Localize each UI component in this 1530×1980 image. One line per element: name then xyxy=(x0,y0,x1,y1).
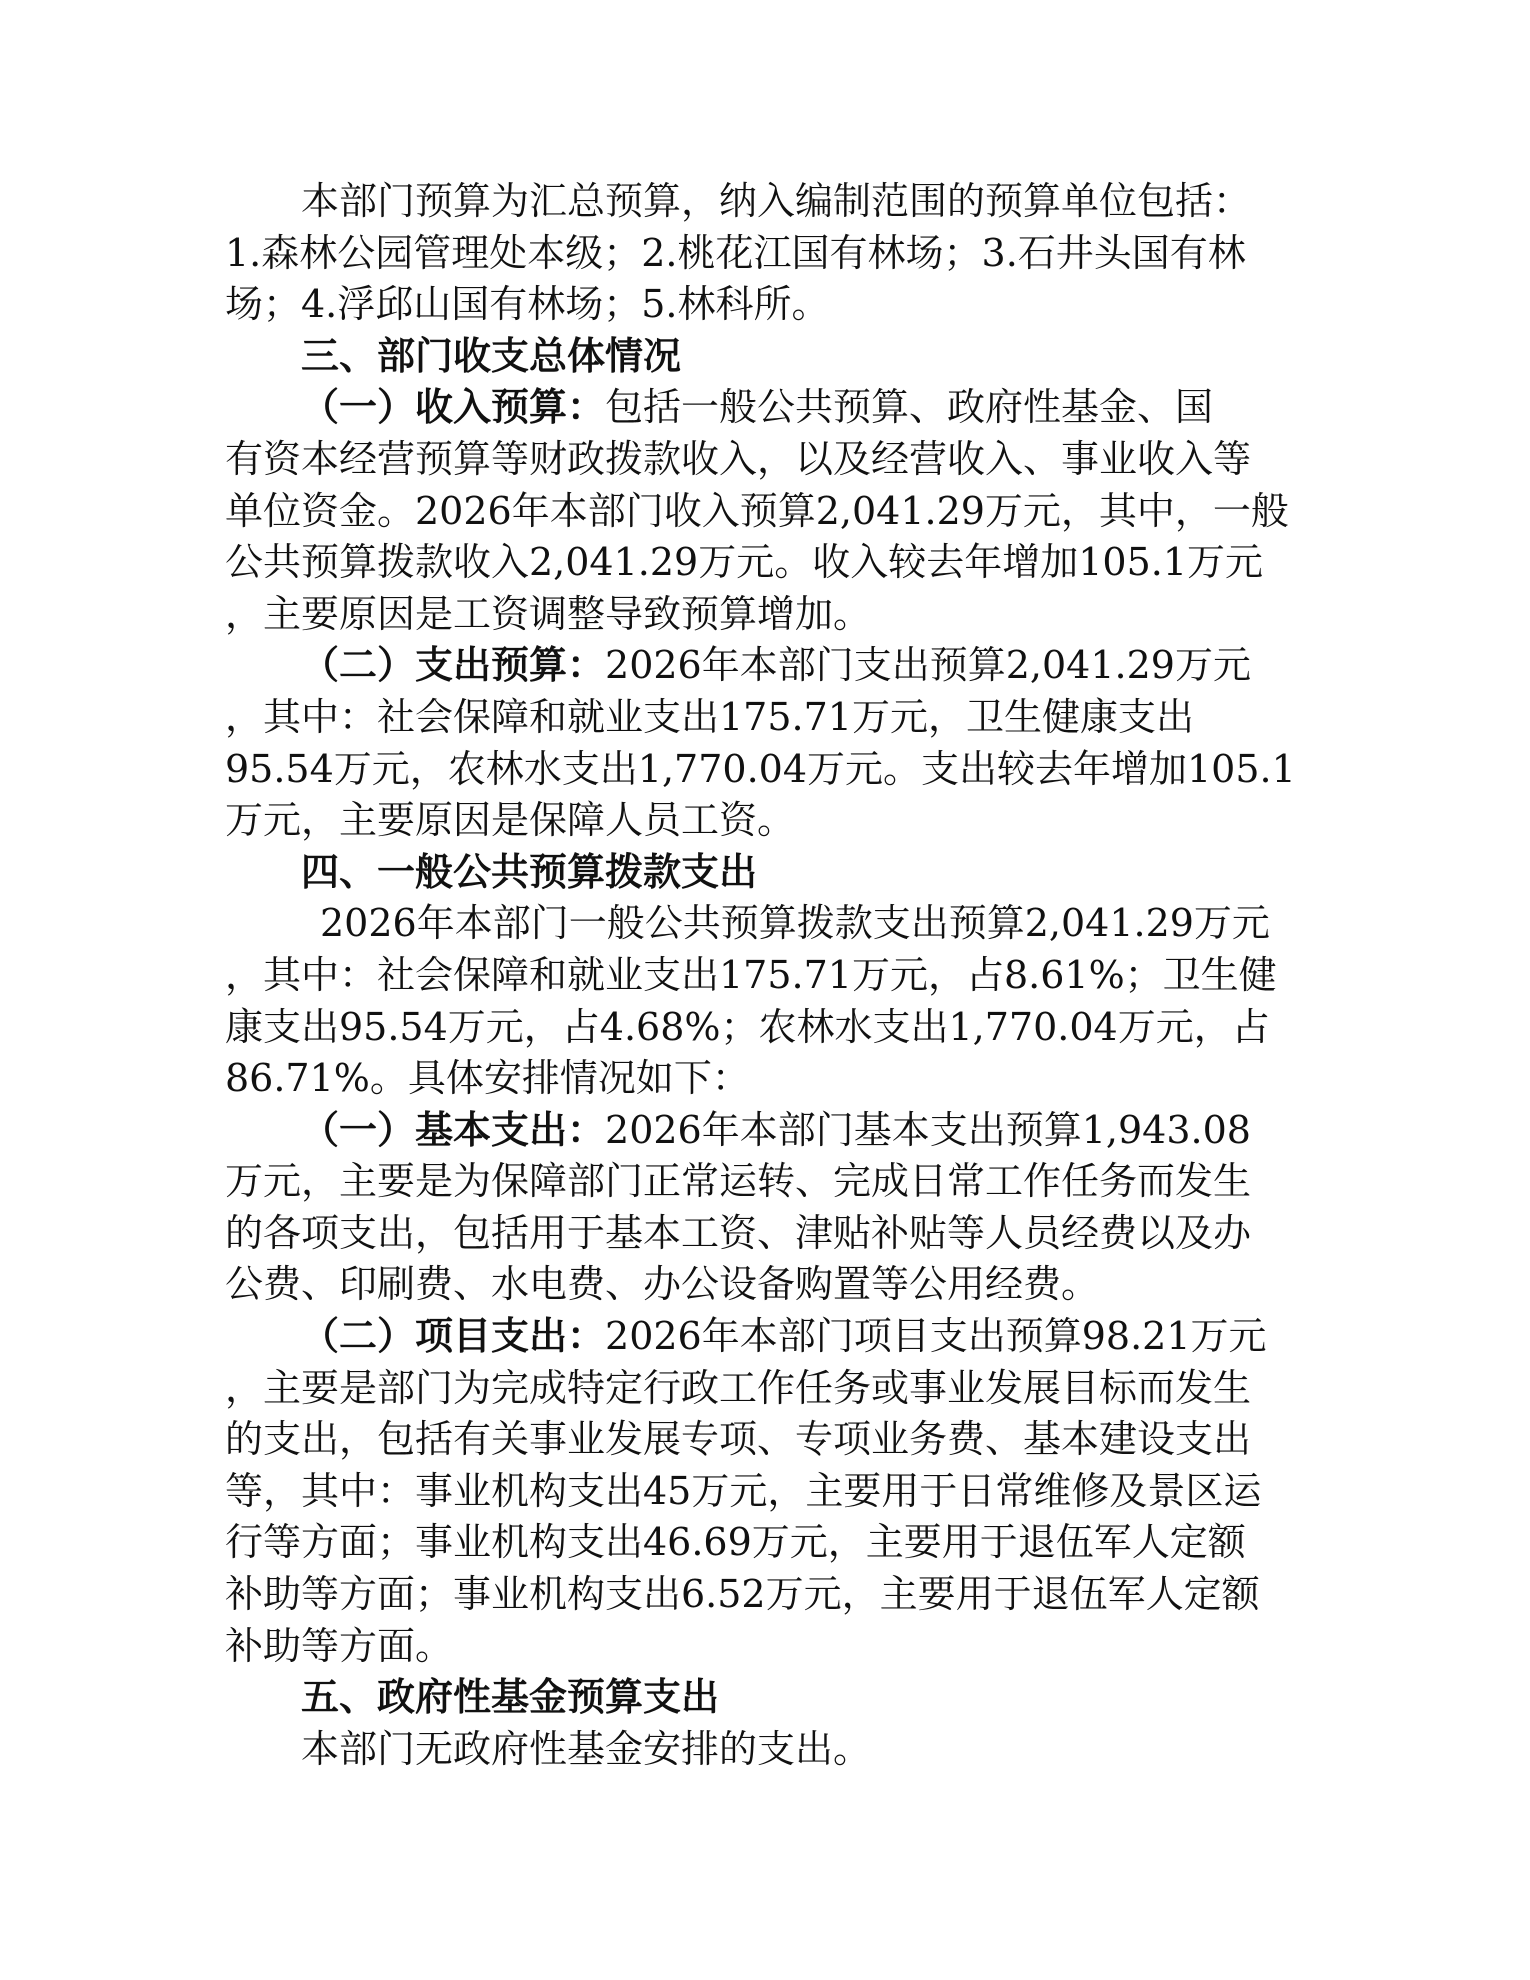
paragraph-line xyxy=(225,640,1300,692)
paragraph-text: ，主要是部门为完成特定行政工作任务或事业发展目标而发生 xyxy=(225,1365,1252,1410)
paragraph-line xyxy=(225,1208,1300,1260)
paragraph-line xyxy=(225,434,1300,486)
paragraph-text: 有资本经营预算等财政拨款收入，以及经营收入、事业收入等 xyxy=(225,436,1252,481)
section-heading-text: 三、部门收支总体情况 xyxy=(301,333,682,378)
paragraph-line xyxy=(225,486,1300,538)
paragraph-text: 补助等方面；事业机构支出6.52万元，主要用于退伍军人定额 xyxy=(225,1572,1260,1617)
subsection-label: （二）支出预算： xyxy=(301,643,606,688)
paragraph-line xyxy=(225,176,1300,228)
document-page xyxy=(225,176,1300,1775)
paragraph-text: 86.71%。具体安排情况如下： xyxy=(225,1056,750,1101)
paragraph-text: 的各项支出，包括用于基本工资、津贴补贴等人员经费以及办 xyxy=(225,1210,1252,1255)
paragraph-text: 行等方面；事业机构支出46.69万元，主要用于退伍军人定额 xyxy=(225,1520,1246,1565)
paragraph-line xyxy=(225,1259,1300,1311)
subsection-label: （二）项目支出： xyxy=(301,1314,606,1359)
paragraph-line xyxy=(225,898,1300,950)
paragraph-line xyxy=(225,950,1300,1002)
paragraph-line xyxy=(225,1311,1300,1363)
paragraph-line xyxy=(225,1156,1300,1208)
paragraph-text: 单位资金。2026年本部门收入预算2,041.29万元，其中，一般 xyxy=(225,488,1289,533)
paragraph-text: 2026年本部门基本支出预算1,943.08 xyxy=(605,1107,1251,1152)
paragraph-line xyxy=(225,1002,1300,1054)
paragraph-text: 的支出，包括有关事业发展专项、专项业务费、基本建设支出 xyxy=(225,1417,1252,1462)
section-heading-text: 四、一般公共预算拨款支出 xyxy=(301,849,758,894)
paragraph-line xyxy=(225,228,1300,280)
paragraph-text: 1.森林公园管理处本级；2.桃花江国有林场；3.石井头国有林 xyxy=(225,230,1246,275)
section-heading xyxy=(225,847,1300,899)
paragraph-line xyxy=(225,1517,1300,1569)
paragraph-line xyxy=(225,1466,1300,1518)
paragraph-line xyxy=(225,382,1300,434)
paragraph-text: 本部门无政府性基金安排的支出。 xyxy=(301,1726,872,1771)
paragraph-line xyxy=(225,1621,1300,1673)
paragraph-line xyxy=(225,1363,1300,1415)
section-heading xyxy=(225,331,1300,383)
paragraph-line xyxy=(225,1053,1300,1105)
paragraph-text: ，其中：社会保障和就业支出175.71万元，占8.61%；卫生健 xyxy=(225,952,1277,997)
paragraph-text: 等，其中：事业机构支出45万元，主要用于日常维修及景区运 xyxy=(225,1468,1262,1513)
paragraph-text: 2026年本部门支出预算2,041.29万元 xyxy=(605,643,1251,688)
paragraph-line xyxy=(225,1105,1300,1157)
paragraph-line xyxy=(225,1569,1300,1621)
paragraph-line xyxy=(225,795,1300,847)
subsection-label: （一）收入预算： xyxy=(301,385,606,430)
paragraph-text: 2026年本部门项目支出预算98.21万元 xyxy=(605,1314,1267,1359)
paragraph-line xyxy=(225,744,1300,796)
paragraph-line xyxy=(225,589,1300,641)
paragraph-text: 2026年本部门一般公共预算拨款支出预算2,041.29万元 xyxy=(320,901,1270,946)
paragraph-text: 万元，主要原因是保障人员工资。 xyxy=(225,798,796,843)
paragraph-text: 公共预算拨款收入2,041.29万元。收入较去年增加105.1万元 xyxy=(225,540,1264,585)
paragraph-text: 场；4.浮邱山国有林场；5.林科所。 xyxy=(225,282,830,327)
paragraph-line xyxy=(225,1724,1300,1776)
paragraph-text: ，主要原因是工资调整导致预算增加。 xyxy=(225,591,872,636)
paragraph-text: 康支出95.54万元，占4.68%；农林水支出1,770.04万元，占 xyxy=(225,1004,1270,1049)
paragraph-text: 本部门预算为汇总预算，纳入编制范围的预算单位包括： xyxy=(301,179,1252,223)
paragraph-line xyxy=(225,692,1300,744)
paragraph-text: 补助等方面。 xyxy=(225,1623,454,1668)
section-heading xyxy=(225,1672,1300,1724)
paragraph-line xyxy=(225,537,1300,589)
paragraph-text: ，其中：社会保障和就业支出175.71万元，卫生健康支出 xyxy=(225,694,1194,739)
paragraph-text: 95.54万元，农林水支出1,770.04万元。支出较去年增加105.1 xyxy=(225,746,1296,791)
paragraph-text: 万元，主要是为保障部门正常运转、完成日常工作任务而发生 xyxy=(225,1159,1252,1204)
paragraph-text: 包括一般公共预算、政府性基金、国 xyxy=(605,385,1214,430)
subsection-label: （一）基本支出： xyxy=(301,1107,606,1152)
section-heading-text: 五、政府性基金预算支出 xyxy=(301,1675,720,1720)
paragraph-text: 公费、印刷费、水电费、办公设备购置等公用经费。 xyxy=(225,1262,1100,1307)
paragraph-line xyxy=(225,1414,1300,1466)
paragraph-line xyxy=(225,279,1300,331)
